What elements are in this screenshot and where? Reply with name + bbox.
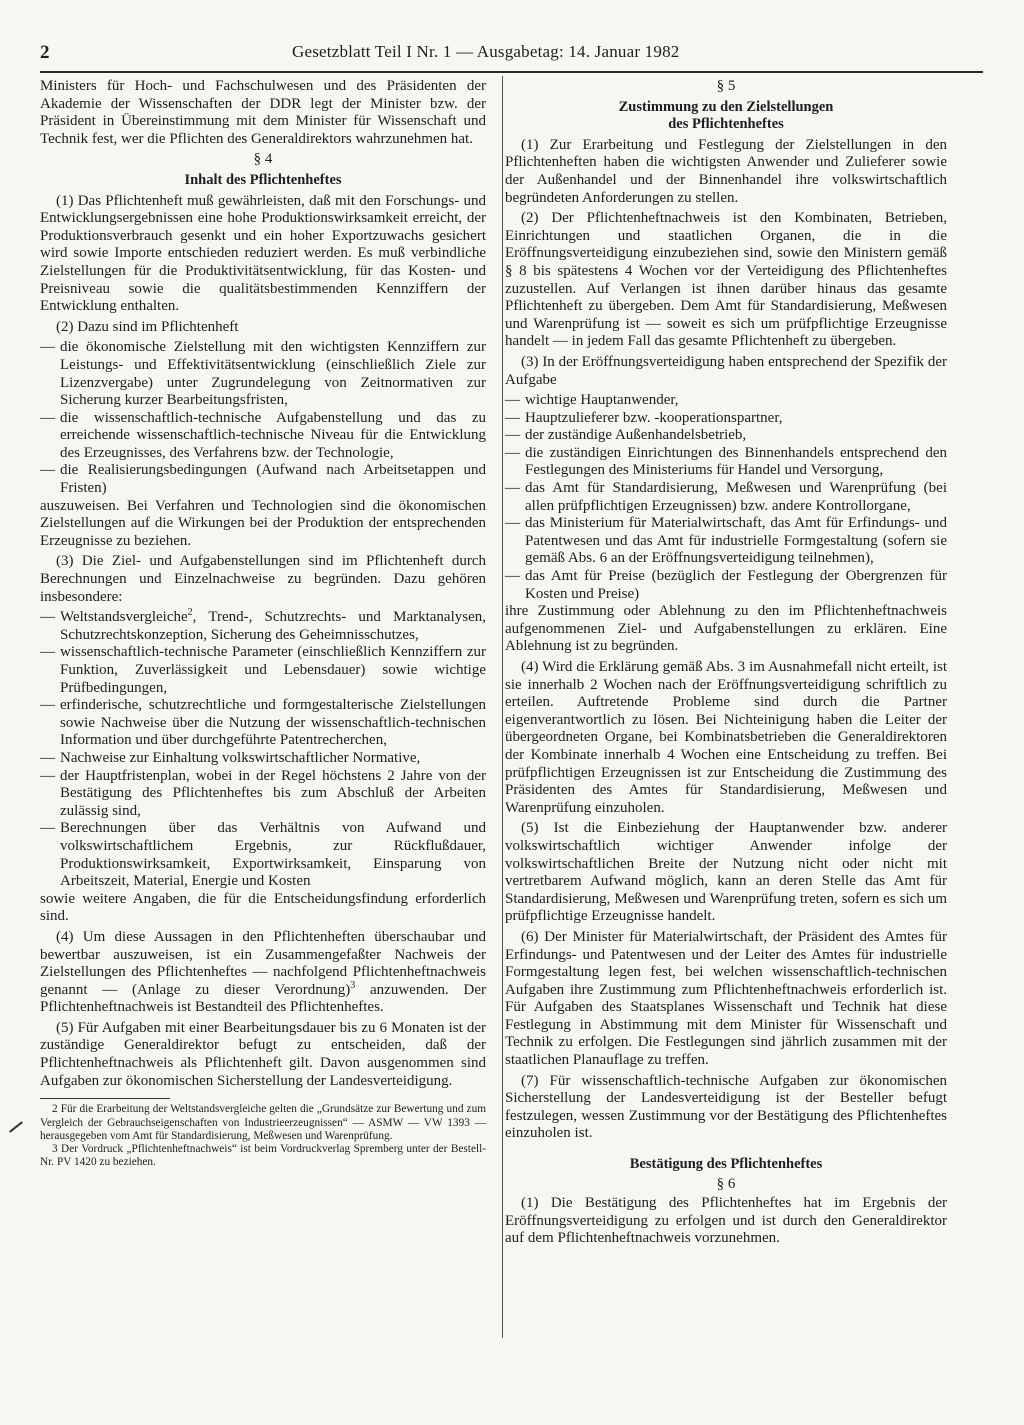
s4-paragraph-4: [40, 929, 486, 1017]
s5-paragraph-5: (5) Ist die Einbeziehung der Hauptanwender bzw. anderer volkswirtschaftlich wichtiger Anwender infolge der volkswirtschaftlichen Breite der Nutzung nicht oder nicht mit vertretbarem Aufwand möglich, kann an deren Stelle das Amt für Standardisierung, Meßwesen und Warenprüfung treten, sofern es sich um prüfpflichtige Erzeugnisse handelt.: [505, 820, 947, 925]
page-number: 2: [40, 42, 50, 63]
dash-marker: —: [505, 515, 520, 532]
list-item-text: die Realisierungsbedingungen (Aufwand nach Arbeitsetappen und Fristen): [60, 462, 486, 497]
header-title: Gesetzblatt Teil I Nr. 1 — Ausgabetag: 14. Januar 1982: [292, 42, 680, 61]
s6-paragraph-1: (1) Die Bestätigung des Pflichtenheftes hat im Ergebnis der Eröffnungsverteidigung zu erfolgen und ist durch den Generaldirektor auf dem Pflichtenheftnachweis vorzunehmen.: [505, 1195, 947, 1247]
dash-marker: —: [505, 444, 520, 461]
footnotes: [40, 1103, 486, 1169]
list-item-text: wissenschaftlich-technische Parameter (einschließlich Kennziffern zur Funktion, Zuverlässigkeit und Lebensdauer) sowie wichtige Prüfbedingungen,: [60, 644, 486, 696]
dash-marker: —: [505, 568, 520, 585]
header-rule: [40, 71, 983, 73]
list-item: [40, 750, 486, 768]
dash-marker: —: [40, 697, 55, 714]
s5-paragraph-3: (3) In der Eröffnungsverteidigung haben entsprechend der Spezifik der Aufgabe: [505, 353, 947, 388]
s4-paragraph-2-close: auszuweisen. Bei Verfahren und Technologien sind die ökonomischen Zielstellungen auf die Wirkungen bei der Produktion der entsprechenden Erzeugnisse zu beziehen.: [40, 497, 486, 549]
list-item: [40, 644, 486, 697]
list-item: [40, 339, 486, 409]
section-5-title-line-2: des Pflichtenheftes: [668, 116, 784, 133]
s4-paragraph-3-close: sowie weitere Angaben, die für die Entscheidungsfindung erforderlich sind.: [40, 890, 486, 925]
section-spacer: [505, 1146, 947, 1156]
list-item-text: [60, 609, 486, 644]
section-5-title-line-1: Zustimmung zu den Zielstellungen: [618, 98, 834, 115]
list-item-text: das Amt für Standardisierung, Meßwesen und Warenprüfung (bei allen prüfpflichtigen Erzeugnissen) bzw. andere Kontrollorgane,: [525, 480, 947, 514]
paragraph-text-part: (4) Um diese Aussagen in den Pflichtenheften überschaubar und bewertbar auszuweisen, ist ein Zusammengefaßter Nachweis der Zielstellungen des Pflichtenheftes — nachfolgend Pflichtenheftnachweis genannt — (Anlage zu dieser Verordnung): [40, 928, 486, 998]
dash-marker: —: [40, 609, 55, 626]
dash-marker: —: [505, 409, 520, 426]
footnote-2: 2 Für die Erarbeitung der Weltstandsvergleiche gelten die „Grundsätze zur Bewertung und zum Vergleich der Gebrauchseigenschaften von Industrieerzeugnissen“ — ASMW — VW 1393 — herausgegeben vom Amt für Standardisierung, Meßwesen und Warenprüfung.: [40, 1103, 486, 1142]
s5-paragraph-6: (6) Der Minister für Materialwirtschaft, der Präsident des Amtes für Erfindungs- und Patentwesen und der Leiter des Amtes für industrielle Formgestaltung legen fest, bei welchen wissenschaftlich-technischen Aufgaben ihre Zustimmung zum Pflichtenheftnachweis erforderlich ist. Für Aufgaben des Staatsplanes Wissenschaft und Technik hat diese Festlegung in Abstimmung mit dem Minister für Wissenschaft und Technik zu erfolgen. Die Festlegungen sind jährlich zusammen mit der staatlichen Planauflage zu treffen.: [505, 928, 947, 1069]
list-item: [40, 609, 486, 644]
s4-paragraph-3: (3) Die Ziel- und Aufgabenstellungen sind im Pflichtenheft durch Berechnungen und Einzelnachweise zu begründen. Dazu gehören insbesondere:: [40, 553, 486, 605]
list-item: [40, 462, 486, 497]
list-item-text: die zuständigen Einrichtungen des Binnenhandels entsprechend den Festlegungen des Ministeriums für Handel und Versorgung,: [525, 444, 947, 479]
list-item-text: der zuständige Außenhandelsbetrieb,: [525, 427, 747, 444]
list-item: [40, 820, 486, 890]
dash-marker: —: [40, 644, 55, 661]
paragraph-text-part: anzuwenden. Der Pflichtenheftnachweis ist Bestandteil des Pflichtenheftes.: [40, 981, 487, 1016]
list-item-text: Hauptzulieferer bzw. -kooperationspartner,: [525, 409, 783, 426]
footnote-3: 3 Der Vordruck „Pflichtenheftnachweis“ ist beim Vordruckverlag Spremberg unter der Bestell-Nr. PV 1420 zu beziehen.: [40, 1143, 486, 1169]
section-4-title: Inhalt des Pflichtenheftes: [184, 171, 342, 188]
list-item-text: das Ministerium für Materialwirtschaft, das Amt für Erfindungs- und Patentwesen und das Amt für industrielle Formgestaltung (sofern sie gemäß Abs. 6 an der Eröffnungsverteidigung teilnehmen),: [525, 515, 947, 567]
list-item-text: das Amt für Preise (bezüglich der Festlegung der Obergrenzen für Kosten und Preise): [525, 568, 947, 602]
dash-marker: —: [40, 820, 55, 837]
s5-paragraph-1: (1) Zur Erarbeitung und Festlegung der Zielstellungen in den Pflichtenheften haben die wichtigsten Anwender und Zulieferer sowie der Außenhandel und der Binnenhandel ihre volkswirtschaftlich begründeten Anforderungen zu stellen.: [505, 136, 947, 206]
dash-marker: —: [505, 392, 520, 409]
list-item-text: Berechnungen über das Verhältnis von Aufwand und volkswirtschaftlichem Ergebnis, zur Rückflußdauer, Produktionswirksamkeit, Exportwirksamkeit, Einsparung von Arbeitszeit, Material, Energie und Kosten: [60, 820, 486, 890]
list-item: [40, 697, 486, 750]
list-item-text-part: Weltstandsvergleiche: [60, 609, 188, 626]
list-item: [505, 445, 947, 480]
list-item-text-part: , Trend-, Schutzrechts- und Marktanalysen, Schutzrechtskonzeption, Sicherung des Geheimnisschutzes,: [60, 609, 486, 643]
s5-paragraph-3-close: ihre Zustimmung oder Ablehnung zu den im Pflichtenheftnachweis aufgenommenen Ziel- und Aufgabenstellungen zu erklären. Eine Ablehnung ist zu begründen.: [505, 603, 947, 655]
list-item-text: die ökonomische Zielstellung mit den wichtigsten Kennziffern zur Leistungs- und Effektivitätsentwicklung (einschließlich Ziele zur Lizenzvergabe) unter Zugrundelegung von Zeitnormativen zur Sicherung kurzer Bearbeitungsfristen,: [60, 339, 486, 409]
list-item: [40, 768, 486, 821]
s4-paragraph-5: (5) Für Aufgaben mit einer Bearbeitungsdauer bis zu 6 Monaten ist der zuständige Generaldirektor befugt zu entscheiden, daß der Pflichtenheftnachweis als Pflichtenheft gilt. Davon ausgenommen sind Aufgaben zur ökonomischen Sicherstellung der Landesverteidigung.: [40, 1019, 486, 1089]
dash-marker: —: [40, 749, 55, 766]
list-item: [505, 480, 947, 515]
list-item: [505, 410, 947, 428]
s5-paragraph-2: (2) Der Pflichtenheftnachweis ist den Kombinaten, Betrieben, Einrichtungen und staatlichen Organen, die in die Eröffnungsverteidigung einzubeziehen sind, sowie den Ministern gemäß § 8 bis spätestens 4 Wochen vor der Verteidigung des Pflichtenheftes zuzustellen. Auf Verlangen ist ihnen darüber hinaus das gesamte Pflichtenheft zu übergeben. Dem Amt für Standardisierung, Meßwesen und Warenprüfung ist — soweit es sich um prüfpflichtige Erzeugnisse handelt — in jedem Fall das gesamte Pflichtenheft zu übergeben.: [505, 210, 947, 350]
list-item: [505, 515, 947, 568]
list-item: [505, 427, 947, 445]
column-divider: [502, 76, 503, 1338]
dash-marker: —: [40, 767, 55, 784]
list-item-text: wichtige Hauptanwender,: [525, 392, 679, 409]
dash-marker: —: [40, 409, 55, 426]
dash-marker: —: [505, 480, 520, 497]
dash-marker: —: [40, 462, 55, 479]
list-item-text: die wissenschaftlich-technische Aufgabenstellung und das zu erreichende wissenschaftlich-technische Niveau für die Entwicklung des Erzeugnisses, des Verfahrens bzw. der Technologie,: [60, 409, 486, 461]
right-column: [505, 78, 947, 1251]
list-item-text: der Hauptfristenplan, wobei in der Regel höchstens 2 Jahre von der Bestätigung des Pflichtenheftes bis zum Abschluß der Arbeiten zulässig sind,: [60, 767, 486, 819]
s4-paragraph-1: (1) Das Pflichtenheft muß gewährleisten, daß mit den Forschungs- und Entwicklungsergebnissen eine hohe Produktionswirksamkeit erreicht, der Produktionsverbrauch gesenkt und ein hoher Exportzuwachs gesichert wird sowie Importe entschieden reduziert werden. Es muß verbindliche Zielstellungen für die Produktivitätsentwicklung, für das Kosten- und Preisniveau sowie die qualitätsbestimmenden Kennziffern der Entwicklung enthalten.: [40, 192, 486, 315]
footnote-ref-2: 2: [187, 607, 193, 619]
footnote-rule: [40, 1098, 170, 1099]
dash-marker: —: [505, 427, 520, 444]
list-item-text: erfinderische, schutzrechtliche und formgestalterische Zielstellungen sowie Nachweise über die Nutzung der wissenschaftlich-technischen Information und über durchgeführte Patentrecherchen,: [60, 697, 486, 749]
list-item: [505, 568, 947, 603]
list-item-text: Nachweise zur Einhaltung volkswirtschaftlicher Normative,: [60, 749, 421, 766]
section-6-title: Bestätigung des Pflichtenheftes: [629, 1156, 823, 1173]
section-4-number: § 4: [253, 151, 273, 168]
left-column: [40, 78, 486, 1170]
s5-paragraph-4: (4) Wird die Erklärung gemäß Abs. 3 im Ausnahmefall nicht erteilt, ist sie innerhalb 2 Wochen nach der Eröffnungsverteidigung schriftlich zu erteilen. Auftretende Probleme sind durch die Partner eigenverantwortlich zu lösen. Bei Nichteinigung haben die Leiter der übergeordneten Organe, bei Kombinatsbetrieben die Generaldirektoren der Kombinate innerhalb 4 Wochen eine Entscheidung zu treffen. Bei prüfpflichtigen Erzeugnissen ist zur Entscheidung die Zustimmung des Präsidenten des Amtes für Standardisierung, Meßwesen und Warenprüfung einzuholen.: [505, 659, 947, 816]
list-item: [40, 410, 486, 463]
section-5-number: § 5: [716, 78, 736, 94]
section-6-number: § 6: [716, 1175, 736, 1192]
intro-paragraph: Ministers für Hoch- und Fachschulwesen und des Präsidenten der Akademie der Wissenschaften der DDR legt der Minister bzw. der Präsident in Übereinstimmung mit dem Minister für Wissenschaft und Technik fest, wer die Pflichten des Generaldirektors wahrzunehmen hat.: [40, 78, 486, 147]
s5-paragraph-7: (7) Für wissenschaftlich-technische Aufgaben zur ökonomischen Sicherstellung der Landesverteidigung ist der Besteller befugt festzulegen, wessen Zustimmung vor der Bestätigung des Pflichtenheftes einzuholen ist.: [505, 1072, 947, 1142]
list-item: [505, 392, 947, 410]
s4-paragraph-2: (2) Dazu sind im Pflichtenheft: [56, 318, 239, 335]
dash-marker: —: [40, 339, 55, 356]
footnote-ref-3: 3: [350, 979, 356, 991]
page-header: [40, 38, 1000, 66]
margin-pen-mark: [9, 1121, 23, 1132]
